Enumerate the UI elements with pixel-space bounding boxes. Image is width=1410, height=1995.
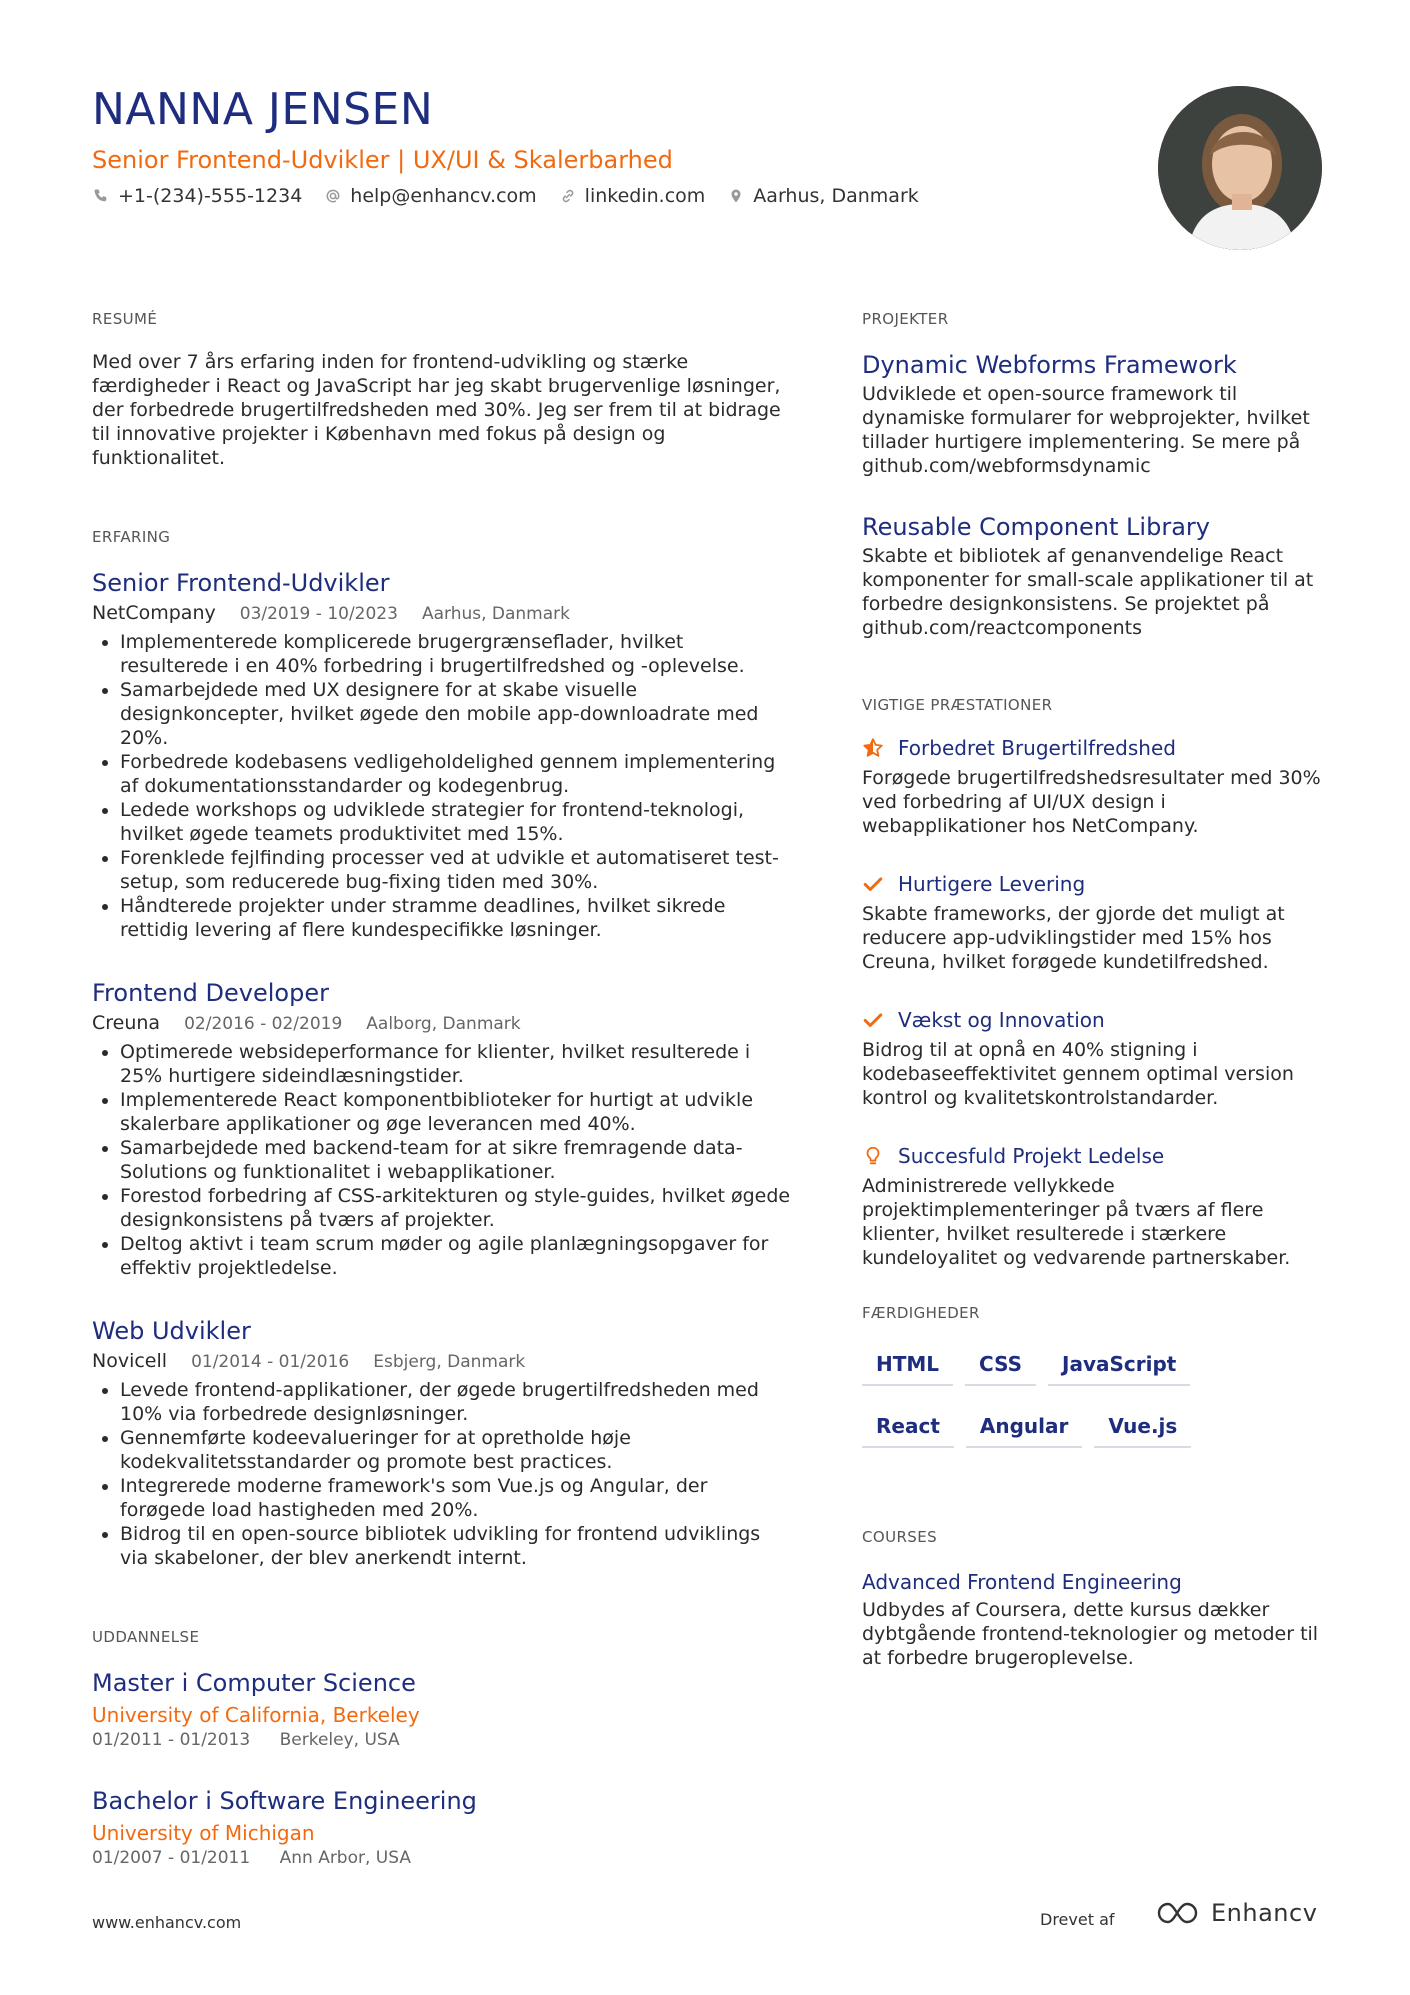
projects-section [862, 310, 1332, 640]
achievement-header [862, 736, 1332, 760]
bullet-item: • Forenklede fejlfinding processer ved at udvikle et automatiseret test-setup, som reducerede bug-fixing tiden med 30%. [120, 846, 792, 894]
contact-linkedin[interactable] [559, 185, 706, 207]
footer-powered-by: Drevet af [1040, 1910, 1115, 1929]
project-description: Skabte et bibliotek af genanvendelige React komponenter for small-scale applikationer til at forbedre designkonsistens. Se projektet på github.com/reactcomponents [862, 545, 1314, 639]
achievement-description: Skabte frameworks, der gjorde det muligt at reducere app-udviklingstider med 15% hos Creuna, hvilket forøgede kundetilfredshed. [862, 903, 1285, 973]
education-dates: 01/2011 - 01/2013 [92, 1730, 251, 1750]
education-degree: Master i Computer Science [92, 1669, 416, 1697]
checkmark-icon [862, 1009, 884, 1031]
education-meta [92, 1728, 792, 1752]
achievement-header [862, 1144, 1332, 1168]
skill-tag: React [862, 1406, 954, 1448]
achievement-item [862, 736, 1332, 838]
bullet-item: • Ledede workshops og udviklede strategier for frontend-teknologi, hvilket øgede teamets produktivitet med 15%. [120, 798, 792, 846]
bullet-item: • Forbedrede kodebasens vedligeholdelighed gennem implementering af dokumentationsstandarder og kodegenbrug. [120, 750, 792, 798]
experience-dates: 01/2014 - 01/2016 [191, 1352, 350, 1372]
bullet-item: • Optimerede websideperformance for klienter, hvilket resulterede i 25% hurtigere sideindlæsningstider. [120, 1040, 792, 1088]
achievement-header [862, 1008, 1332, 1032]
skill-tag: Vue.js [1094, 1406, 1191, 1448]
education-school: University of Michigan [92, 1821, 315, 1845]
experience-item [92, 978, 792, 1280]
experience-meta [92, 1012, 792, 1034]
profile-photo [1158, 86, 1322, 250]
education-heading: UDDANNELSE [92, 1628, 200, 1646]
achievements-section [862, 696, 1332, 1270]
education-location: Berkeley, USA [279, 1730, 400, 1750]
project-name: Dynamic Webforms Framework [862, 351, 1237, 379]
bullet-item: • Levede frontend-applikationer, der øgede brugertilfredsheden med 10% via forbedrede designløsninger. [120, 1378, 792, 1426]
education-location: Ann Arbor, USA [279, 1848, 411, 1868]
summary-heading: RESUMÉ [92, 310, 158, 328]
achievement-title: Vækst og Innovation [898, 1008, 1105, 1032]
experience-location: Aarhus, Danmark [421, 604, 570, 624]
achievement-header [862, 872, 1332, 896]
achievements-heading: VIGTIGE PRÆSTATIONER [862, 696, 1053, 714]
experience-section [92, 528, 792, 1570]
experience-role: Senior Frontend-Udvikler [92, 569, 390, 597]
courses-heading: COURSES [862, 1528, 938, 1546]
bullet-item: • Implementerede React komponentbiblioteker for hurtigt at udvikle skalerbare applikationer og øge leverancen med 40%. [120, 1088, 792, 1136]
right-column [862, 310, 1332, 1670]
summary-section [92, 310, 792, 470]
link-icon [559, 187, 577, 205]
checkmark-icon [862, 873, 884, 895]
bullet-item: • Håndterede projekter under stramme deadlines, hvilket sikrede rettidig levering af flere kundespecifikke løsninger. [120, 894, 792, 942]
experience-heading: ERFARING [92, 528, 171, 546]
enhancv-brand-text: Enhancv [1211, 1899, 1318, 1927]
project-description: Udviklede et open-source framework til dynamiske formularer for webprojekter, hvilket tillader hurtigere implementering. Se mere på github.com/webformsdynamic [862, 383, 1310, 477]
at-icon [324, 187, 342, 205]
experience-meta [92, 602, 792, 624]
experience-location: Aalborg, Danmark [366, 1014, 521, 1034]
bullet-item: • Implementerede komplicerede brugergrænseflader, hvilket resulterede i en 40% forbedring i brugertilfredshed og -oplevelse. [120, 630, 792, 678]
enhancv-logo [1155, 1898, 1317, 1928]
experience-bullets [92, 1040, 792, 1280]
left-column [92, 310, 792, 1904]
project-name: Reusable Component Library [862, 513, 1210, 541]
experience-bullets [92, 630, 792, 942]
candidate-name: NANNA JENSEN [92, 84, 434, 135]
achievement-description: Bidrog til at opnå en 40% stigning i kodebaseeffektivitet gennem optimal version kontrol og kvalitetskontrolstandarder. [862, 1039, 1294, 1109]
course-name: Advanced Frontend Engineering [862, 1570, 1182, 1594]
contact-email[interactable] [324, 185, 536, 207]
lightbulb-icon [862, 1145, 884, 1167]
contact-location-text: Aarhus, Danmark [753, 185, 919, 207]
skill-tag: JavaScript [1048, 1344, 1190, 1386]
bullet-item: • Deltog aktivt i team scrum møder og agile planlægningsopgaver for effektiv projektledelse. [120, 1232, 792, 1280]
skills-section [862, 1304, 1332, 1468]
education-item [92, 1668, 792, 1752]
experience-company: Novicell [92, 1350, 168, 1372]
education-meta [92, 1846, 792, 1870]
courses-section [862, 1528, 1332, 1670]
education-school: University of California, Berkeley [92, 1703, 420, 1727]
bullet-item: • Integrerede moderne framework's som Vue.js og Angular, der forøgede load hastigheden med 20%. [120, 1474, 792, 1522]
bullet-item: • Samarbejdede med UX designere for at skabe visuelle designkoncepter, hvilket øgede den mobile app-downloadrate med 20%. [120, 678, 792, 750]
experience-bullets [92, 1378, 792, 1570]
achievement-description: Forøgede brugertilfredshedsresultater med 30% ved forbedring af UI/UX design i webapplikationer hos NetCompany. [862, 767, 1321, 837]
contact-location [727, 185, 918, 207]
project-item [862, 350, 1332, 478]
contact-phone[interactable] [92, 185, 302, 207]
contact-bar [92, 185, 941, 207]
course-description: Udbydes af Coursera, dette kursus dækker dybtgående frontend-teknologier og metoder til at forbedre brugeroplevelse. [862, 1599, 1319, 1669]
experience-meta [92, 1350, 792, 1372]
project-item [862, 512, 1332, 640]
education-degree: Bachelor i Software Engineering [92, 1787, 477, 1815]
footer-url[interactable]: www.enhancv.com [92, 1913, 242, 1932]
location-pin-icon [727, 187, 745, 205]
achievement-item [862, 1144, 1332, 1270]
achievement-item [862, 1008, 1332, 1110]
phone-icon [92, 187, 110, 205]
experience-company: Creuna [92, 1012, 161, 1034]
achievement-title: Forbedret Brugertilfredshed [898, 736, 1176, 760]
skill-tag: CSS [965, 1344, 1036, 1386]
achievement-description: Administrerede vellykkede projektimplementeringer på tværs af flere klienter, hvilket resulterede i stærkere kundeloyalitet og vedvarende partnerskaber. [862, 1175, 1291, 1269]
experience-dates: 02/2016 - 02/2019 [184, 1014, 343, 1034]
contact-email-text: help@enhancv.com [350, 185, 537, 207]
contact-phone-text: +1-(234)-555-1234 [118, 185, 303, 207]
bullet-item: • Samarbejdede med backend-team for at sikre fremragende data-Solutions og funktionalitet i webapplikationer. [120, 1136, 792, 1184]
achievement-title: Succesfuld Projekt Ledelse [898, 1144, 1165, 1168]
experience-location: Esbjerg, Danmark [373, 1352, 526, 1372]
summary-text: Med over 7 års erfaring inden for frontend-udvikling og stærke færdigheder i React og JavaScript har jeg skabt brugervenlige løsninger, der forbedrede brugertilfredsheden med 30%. Jeg ser frem til at bidrage til innovative projekter i København med fokus på design og funktionalitet. [92, 351, 781, 469]
headline: Senior Frontend-Udvikler | UX/UI & Skalerbarhed [92, 146, 673, 174]
enhancv-logo-icon [1155, 1898, 1203, 1928]
education-section [92, 1628, 792, 1870]
achievement-title: Hurtigere Levering [898, 872, 1086, 896]
experience-item [92, 1316, 792, 1570]
education-dates: 01/2007 - 01/2011 [92, 1848, 251, 1868]
achievement-item [862, 872, 1332, 974]
experience-role: Frontend Developer [92, 979, 329, 1007]
bullet-item: • Bidrog til en open-source bibliotek udvikling for frontend udviklings via skabeloner, der blev anerkendt internt. [120, 1522, 792, 1570]
star-half-icon [862, 737, 884, 759]
experience-company: NetCompany [92, 602, 216, 624]
bullet-item: • Gennemførte kodeevalueringer for at opretholde høje kodekvalitetsstandarder og promote best practices. [120, 1426, 792, 1474]
projects-heading: PROJEKTER [862, 310, 949, 328]
skills-list [862, 1344, 1302, 1468]
skill-tag: Angular [966, 1406, 1083, 1448]
experience-item [92, 568, 792, 942]
skill-tag: HTML [862, 1344, 953, 1386]
bullet-item: • Forestod forbedring af CSS-arkitekturen og style-guides, hvilket øgede designkonsistens på tværs af projekter. [120, 1184, 792, 1232]
contact-linkedin-text: linkedin.com [584, 185, 706, 207]
education-item [92, 1786, 792, 1870]
experience-role: Web Udvikler [92, 1317, 251, 1345]
experience-dates: 03/2019 - 10/2023 [239, 604, 398, 624]
skills-heading: FÆRDIGHEDER [862, 1304, 980, 1322]
